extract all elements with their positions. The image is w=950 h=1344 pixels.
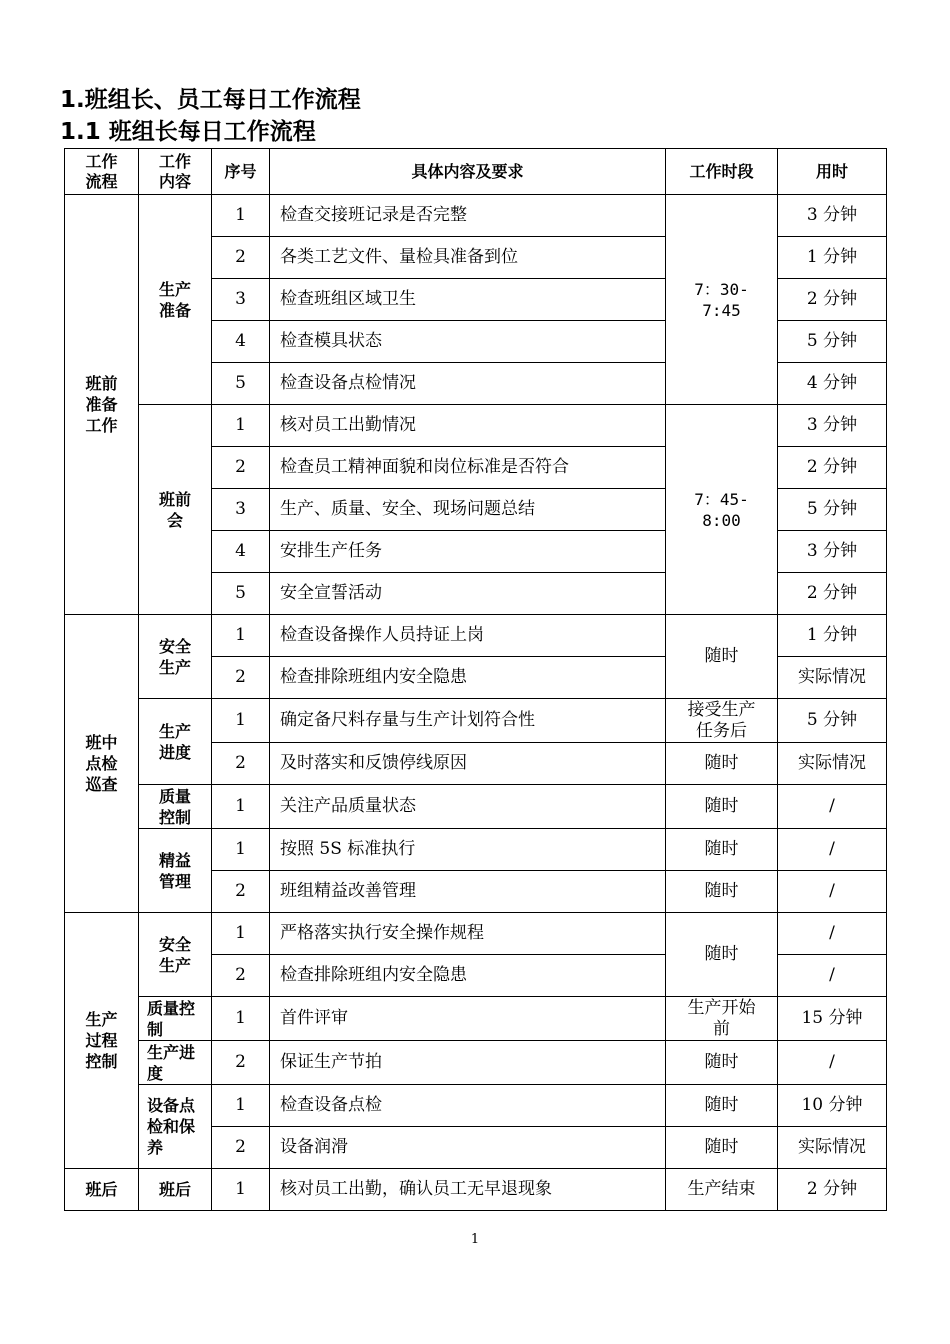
period-cell: 随时 — [666, 913, 778, 997]
period-cell: 7：45-8:00 — [666, 405, 778, 615]
seq-cell: 2 — [212, 743, 270, 785]
duration-cell: 5 分钟 — [778, 321, 887, 363]
duration-cell: 2 分钟 — [778, 447, 887, 489]
seq-cell: 2 — [212, 447, 270, 489]
desc-cell: 保证生产节拍 — [270, 1041, 666, 1085]
table-row — [65, 699, 887, 743]
stage-cell: 班中点检巡查 — [65, 615, 139, 913]
seq-cell: 1 — [212, 1085, 270, 1127]
duration-cell: / — [778, 871, 887, 913]
period-cell: 随时 — [666, 829, 778, 871]
duration-cell: 3 分钟 — [778, 405, 887, 447]
duration-cell: 3 分钟 — [778, 195, 887, 237]
header-content: 工作内容 — [139, 149, 212, 195]
seq-cell: 5 — [212, 573, 270, 615]
period-cell: 随时 — [666, 743, 778, 785]
seq-cell: 2 — [212, 657, 270, 699]
table-row — [65, 1169, 887, 1211]
table-row — [65, 1085, 887, 1127]
seq-cell: 1 — [212, 997, 270, 1041]
content-cell: 生产准备 — [139, 195, 212, 405]
heading-team-leader-workflow: 1.1 班组长每日工作流程 — [60, 119, 316, 145]
seq-cell: 1 — [212, 829, 270, 871]
desc-cell: 核对员工出勤，确认员工无早退现象 — [270, 1169, 666, 1211]
duration-cell: / — [778, 955, 887, 997]
desc-cell: 生产、质量、安全、现场问题总结 — [270, 489, 666, 531]
duration-cell: 实际情况 — [778, 657, 887, 699]
table-row — [65, 1041, 887, 1085]
header-seq: 序号 — [212, 149, 270, 195]
duration-cell: / — [778, 829, 887, 871]
table-row — [65, 785, 887, 829]
seq-cell: 3 — [212, 489, 270, 531]
desc-cell: 班组精益改善管理 — [270, 871, 666, 913]
desc-cell: 检查设备操作人员持证上岗 — [270, 615, 666, 657]
table-row — [65, 405, 887, 447]
seq-cell: 3 — [212, 279, 270, 321]
desc-cell: 检查交接班记录是否完整 — [270, 195, 666, 237]
seq-cell: 4 — [212, 531, 270, 573]
seq-cell: 4 — [212, 321, 270, 363]
content-cell: 安全生产 — [139, 913, 212, 997]
seq-cell: 1 — [212, 785, 270, 829]
table-row — [65, 913, 887, 955]
duration-cell: 2 分钟 — [778, 573, 887, 615]
seq-cell: 1 — [212, 1169, 270, 1211]
desc-cell: 检查排除班组内安全隐患 — [270, 955, 666, 997]
seq-cell: 2 — [212, 871, 270, 913]
desc-cell: 及时落实和反馈停线原因 — [270, 743, 666, 785]
content-cell: 班后 — [139, 1169, 212, 1211]
duration-cell: 5 分钟 — [778, 699, 887, 743]
desc-cell: 首件评审 — [270, 997, 666, 1041]
content-cell: 质量控制 — [139, 785, 212, 829]
desc-cell: 安全宣誓活动 — [270, 573, 666, 615]
stage-cell: 班前准备工作 — [65, 195, 139, 615]
period-cell: 生产结束 — [666, 1169, 778, 1211]
content-cell: 生产进度 — [139, 699, 212, 785]
table-header-row — [65, 149, 887, 195]
desc-cell: 检查设备点检情况 — [270, 363, 666, 405]
workflow-table — [64, 148, 887, 1211]
table-row — [65, 997, 887, 1041]
desc-cell: 检查班组区域卫生 — [270, 279, 666, 321]
seq-cell: 2 — [212, 955, 270, 997]
desc-cell: 核对员工出勤情况 — [270, 405, 666, 447]
header-duration: 用时 — [778, 149, 887, 195]
desc-cell: 检查设备点检 — [270, 1085, 666, 1127]
desc-cell: 确定备尺料存量与生产计划符合性 — [270, 699, 666, 743]
desc-cell: 严格落实执行安全操作规程 — [270, 913, 666, 955]
content-cell: 精益管理 — [139, 829, 212, 913]
desc-cell: 按照 5S 标准执行 — [270, 829, 666, 871]
period-cell: 随时 — [666, 1085, 778, 1127]
desc-cell: 设备润滑 — [270, 1127, 666, 1169]
period-cell: 随时 — [666, 615, 778, 699]
header-requirement: 具体内容及要求 — [270, 149, 666, 195]
duration-cell: 1 分钟 — [778, 237, 887, 279]
seq-cell: 5 — [212, 363, 270, 405]
period-cell: 7：30-7:45 — [666, 195, 778, 405]
header-flow: 工作流程 — [65, 149, 139, 195]
table-row — [65, 829, 887, 871]
duration-cell: 实际情况 — [778, 1127, 887, 1169]
seq-cell: 1 — [212, 405, 270, 447]
duration-cell: 15 分钟 — [778, 997, 887, 1041]
seq-cell: 2 — [212, 1127, 270, 1169]
table-row — [65, 615, 887, 657]
period-cell: 随时 — [666, 871, 778, 913]
duration-cell: 5 分钟 — [778, 489, 887, 531]
period-cell: 随时 — [666, 785, 778, 829]
period-cell: 接受生产任务后 — [666, 699, 778, 743]
stage-cell: 生产过程控制 — [65, 913, 139, 1169]
duration-cell: / — [778, 1041, 887, 1085]
seq-cell: 2 — [212, 1041, 270, 1085]
header-period: 工作时段 — [666, 149, 778, 195]
desc-cell: 检查员工精神面貌和岗位标准是否符合 — [270, 447, 666, 489]
desc-cell: 安排生产任务 — [270, 531, 666, 573]
duration-cell: 2 分钟 — [778, 1169, 887, 1211]
duration-cell: 2 分钟 — [778, 279, 887, 321]
duration-cell: 3 分钟 — [778, 531, 887, 573]
table-row — [65, 195, 887, 237]
seq-cell: 1 — [212, 699, 270, 743]
content-cell: 班前会 — [139, 405, 212, 615]
seq-cell: 1 — [212, 913, 270, 955]
seq-cell: 1 — [212, 195, 270, 237]
duration-cell: 1 分钟 — [778, 615, 887, 657]
duration-cell: / — [778, 913, 887, 955]
page-number: 1 — [470, 1232, 480, 1247]
content-cell: 设备点检和保养 — [139, 1085, 212, 1169]
seq-cell: 2 — [212, 237, 270, 279]
content-cell: 安全生产 — [139, 615, 212, 699]
duration-cell: 10 分钟 — [778, 1085, 887, 1127]
desc-cell: 检查模具状态 — [270, 321, 666, 363]
period-cell: 随时 — [666, 1127, 778, 1169]
desc-cell: 检查排除班组内安全隐患 — [270, 657, 666, 699]
desc-cell: 关注产品质量状态 — [270, 785, 666, 829]
desc-cell: 各类工艺文件、量检具准备到位 — [270, 237, 666, 279]
stage-cell: 班后 — [65, 1169, 139, 1211]
heading-daily-workflow: 1.班组长、员工每日工作流程 — [60, 87, 361, 113]
seq-cell: 1 — [212, 615, 270, 657]
period-cell: 生产开始前 — [666, 997, 778, 1041]
period-cell: 随时 — [666, 1041, 778, 1085]
duration-cell: / — [778, 785, 887, 829]
duration-cell: 4 分钟 — [778, 363, 887, 405]
content-cell: 质量控制 — [139, 997, 212, 1041]
content-cell: 生产进度 — [139, 1041, 212, 1085]
duration-cell: 实际情况 — [778, 743, 887, 785]
